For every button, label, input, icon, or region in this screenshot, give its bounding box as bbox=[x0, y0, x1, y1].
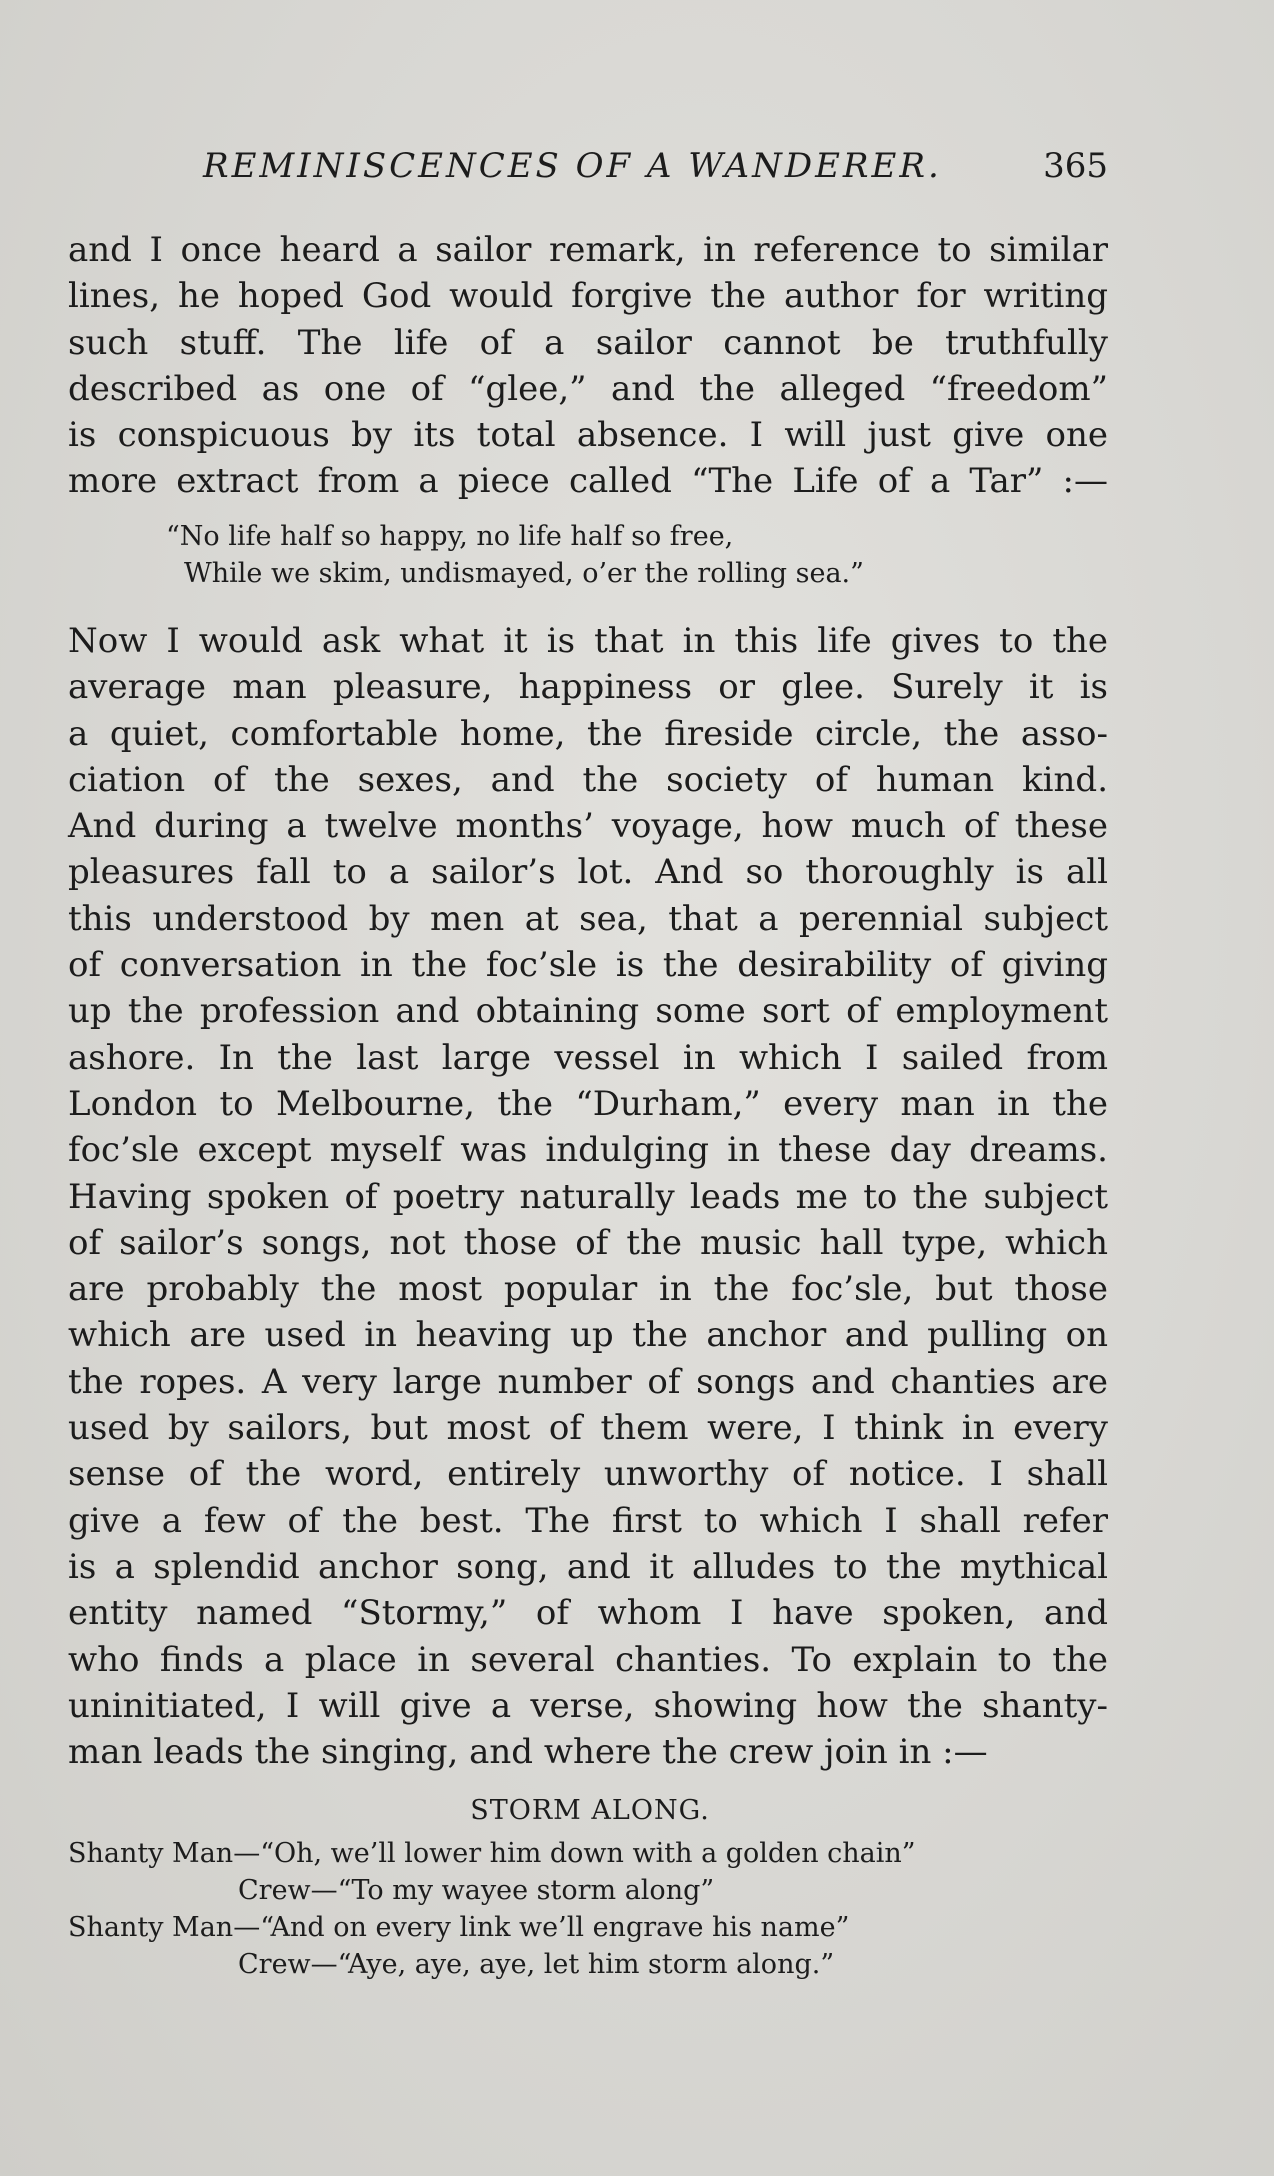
page-header bbox=[68, 146, 1108, 196]
shanty-man-line: Shanty Man—“And on every link we’ll engrave his name” bbox=[68, 1912, 850, 1943]
text-line: more extract from a piece called “The Life of a Tar” :— bbox=[68, 461, 1108, 502]
text-line: uninitiated, I will give a verse, showing how the shanty- bbox=[68, 1685, 1108, 1726]
text-line: give a few of the best. The first to which I shall refer bbox=[68, 1500, 1108, 1541]
text-line: ciation of the sexes, and the society of human kind. bbox=[68, 759, 1108, 800]
paragraph-1 bbox=[68, 227, 1108, 505]
verse-line: While we skim, undismayed, o’er the rolling sea.” bbox=[184, 558, 864, 589]
text-line: a quiet, comfortable home, the fireside circle, the asso- bbox=[68, 713, 1108, 754]
text-line: which are used in heaving up the anchor and pulling on bbox=[68, 1315, 1108, 1356]
text-line: average man pleasure, happiness or glee. Surely it is bbox=[68, 667, 1108, 708]
song-verse bbox=[68, 1835, 916, 1983]
text-line: described as one of “glee,” and the alleged “freedom” bbox=[68, 368, 1108, 409]
text-line: entity named “Stormy,” of whom I have spoken, and bbox=[68, 1593, 1108, 1634]
paragraph-2 bbox=[68, 618, 1108, 1775]
text-line: of sailor’s songs, not those of the music hall type, which bbox=[68, 1222, 1108, 1263]
text-line: of conversation in the foc’sle is the desirability of giving bbox=[68, 945, 1108, 986]
text-line: man leads the singing, and where the crew join in :— bbox=[68, 1732, 988, 1773]
text-line: lines, he hoped God would forgive the author for writing bbox=[68, 276, 1108, 317]
text-line: sense of the word, entirely unworthy of notice. I shall bbox=[68, 1454, 1108, 1495]
text-line: who finds a place in several chanties. To explain to the bbox=[68, 1639, 1108, 1680]
crew-line: Crew—“Aye, aye, aye, let him storm along.” bbox=[238, 1949, 835, 1980]
text-line: up the profession and obtaining some sort of employment bbox=[68, 991, 1108, 1032]
text-line: London to Melbourne, the “Durham,” every man in the bbox=[68, 1083, 1108, 1124]
verse-line: “No life half so happy, no life half so free, bbox=[166, 521, 734, 552]
text-line: Now I would ask what it is that in this life gives to the bbox=[68, 621, 1108, 661]
song-title: STORM ALONG. bbox=[470, 1795, 710, 1826]
text-line: such stuff. The life of a sailor cannot be truthfully bbox=[68, 322, 1108, 363]
text-line: foc’sle except myself was indulging in these day dreams. bbox=[68, 1130, 1108, 1171]
text-line: and I once heard a sailor remark, in reference to similar bbox=[68, 230, 1108, 270]
text-line: is conspicuous by its total absence. I will just give one bbox=[68, 415, 1108, 456]
text-line: ashore. In the last large vessel in which I sailed from bbox=[68, 1037, 1108, 1078]
page-number: 365 bbox=[1043, 146, 1108, 186]
text-line: used by sailors, but most of them were, I think in every bbox=[68, 1408, 1108, 1449]
shanty-man-line: Shanty Man—“Oh, we’ll lower him down with a golden chain” bbox=[68, 1838, 916, 1869]
running-head: REMINISCENCES OF A WANDERER. bbox=[203, 146, 942, 186]
text-line: the ropes. A very large number of songs and chanties are bbox=[68, 1361, 1108, 1402]
quoted-verse bbox=[166, 518, 864, 592]
text-line: are probably the most popular in the foc’sle, but those bbox=[68, 1269, 1108, 1310]
text-line: pleasures fall to a sailor’s lot. And so thoroughly is all bbox=[68, 852, 1108, 893]
text-line: Having spoken of poetry naturally leads me to the subject bbox=[68, 1176, 1108, 1217]
crew-line: Crew—“To my wayee storm along” bbox=[238, 1875, 715, 1906]
text-line: this understood by men at sea, that a perennial subject bbox=[68, 898, 1108, 939]
text-line: is a splendid anchor song, and it alludes to the mythical bbox=[68, 1546, 1108, 1587]
text-line: And during a twelve months’ voyage, how much of these bbox=[68, 806, 1108, 847]
